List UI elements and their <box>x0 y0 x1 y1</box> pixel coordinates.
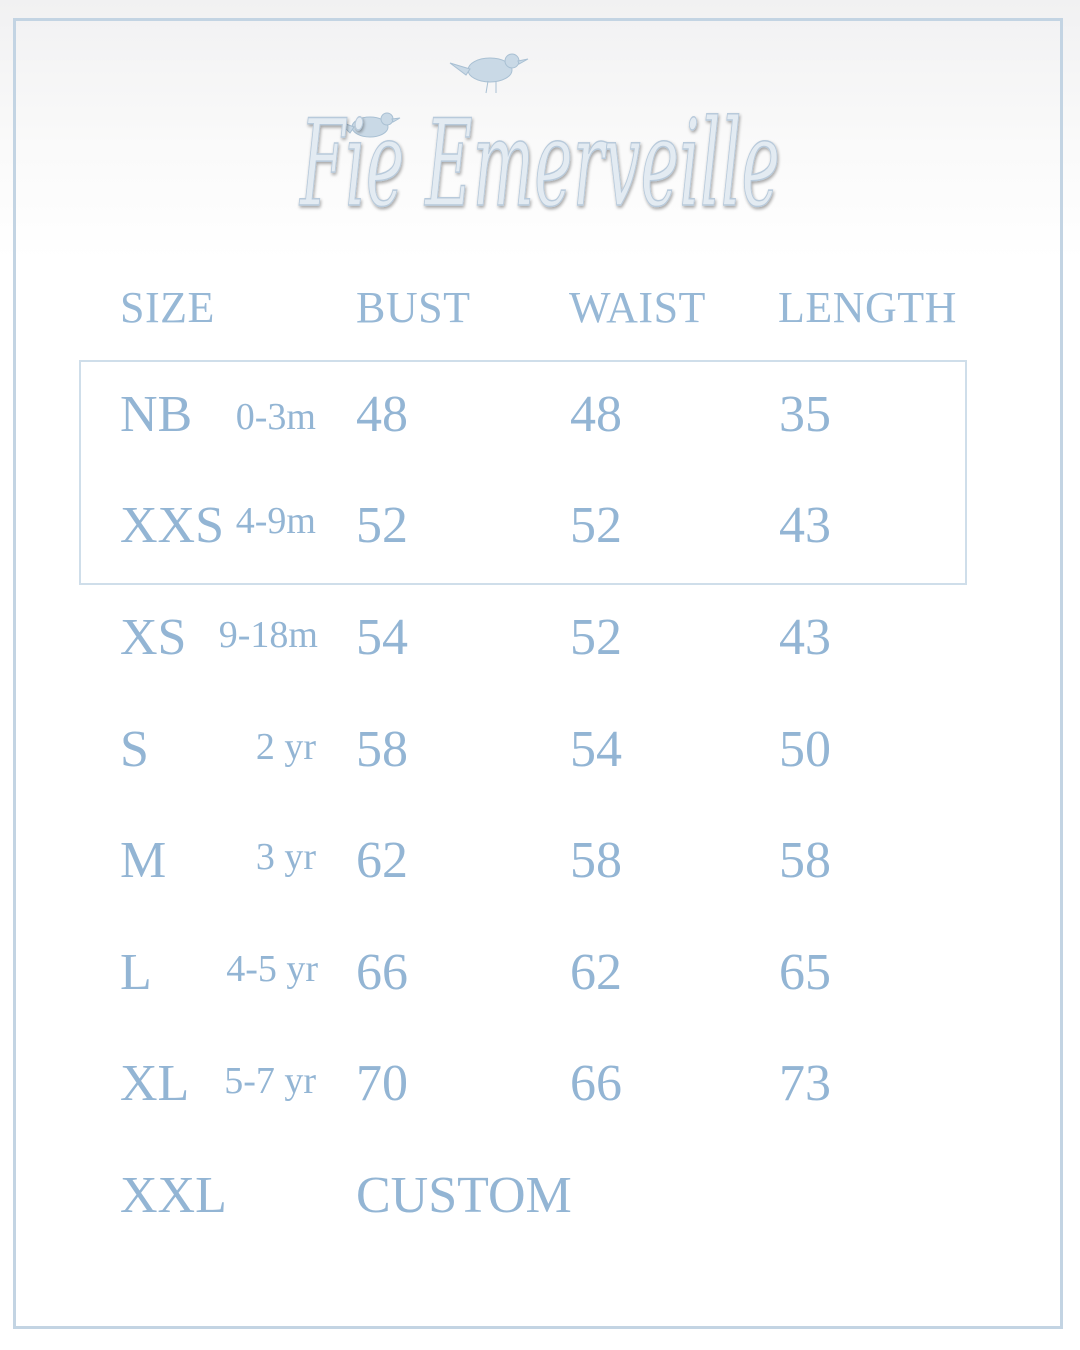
header-length: LENGTH <box>778 283 957 332</box>
length-value: 50 <box>779 721 831 778</box>
waist-value: 48 <box>570 386 622 443</box>
waist-value: 54 <box>570 721 622 778</box>
waist-value: 52 <box>570 497 622 554</box>
bust-value: 52 <box>356 497 408 554</box>
size-label: S <box>120 721 149 778</box>
bust-value: 70 <box>356 1055 408 1112</box>
length-value: 43 <box>779 497 831 554</box>
length-value: 65 <box>779 944 831 1001</box>
size-label: NB <box>120 386 193 443</box>
age-range: 2 yr <box>255 726 316 768</box>
size-label: M <box>120 832 167 889</box>
age-range: 4-5 yr <box>226 948 318 990</box>
size-label: XXL <box>120 1167 227 1224</box>
age-range: 4-9m <box>235 500 316 542</box>
length-value: 35 <box>779 386 831 443</box>
header-size: SIZE <box>120 283 215 332</box>
size-label: XXS <box>120 497 225 554</box>
brand-logo <box>290 45 800 235</box>
waist-value: 66 <box>570 1055 622 1112</box>
bust-value: 54 <box>356 609 408 666</box>
waist-value: 62 <box>570 944 622 1001</box>
waist-value: 52 <box>570 609 622 666</box>
bust-value: 58 <box>356 721 408 778</box>
size-label: L <box>120 944 152 1001</box>
bust-value: 48 <box>356 386 408 443</box>
custom-label: CUSTOM <box>356 1167 572 1224</box>
length-value: 73 <box>779 1055 831 1112</box>
age-range: 0-3m <box>235 396 316 438</box>
size-label: XS <box>120 609 187 666</box>
age-range: 3 yr <box>255 836 316 878</box>
header-waist: WAIST <box>569 283 706 332</box>
age-range: 9-18m <box>218 614 318 656</box>
age-range: 5-7 yr <box>224 1060 316 1102</box>
length-value: 58 <box>779 832 831 889</box>
bust-value: 66 <box>356 944 408 1001</box>
length-value: 43 <box>779 609 831 666</box>
size-label: XL <box>120 1055 190 1112</box>
waist-value: 58 <box>570 832 622 889</box>
bird-icon <box>450 54 528 93</box>
brand-logo-text: Fie Emerveille <box>298 95 780 234</box>
header-bust: BUST <box>356 283 471 332</box>
bust-value: 62 <box>356 832 408 889</box>
